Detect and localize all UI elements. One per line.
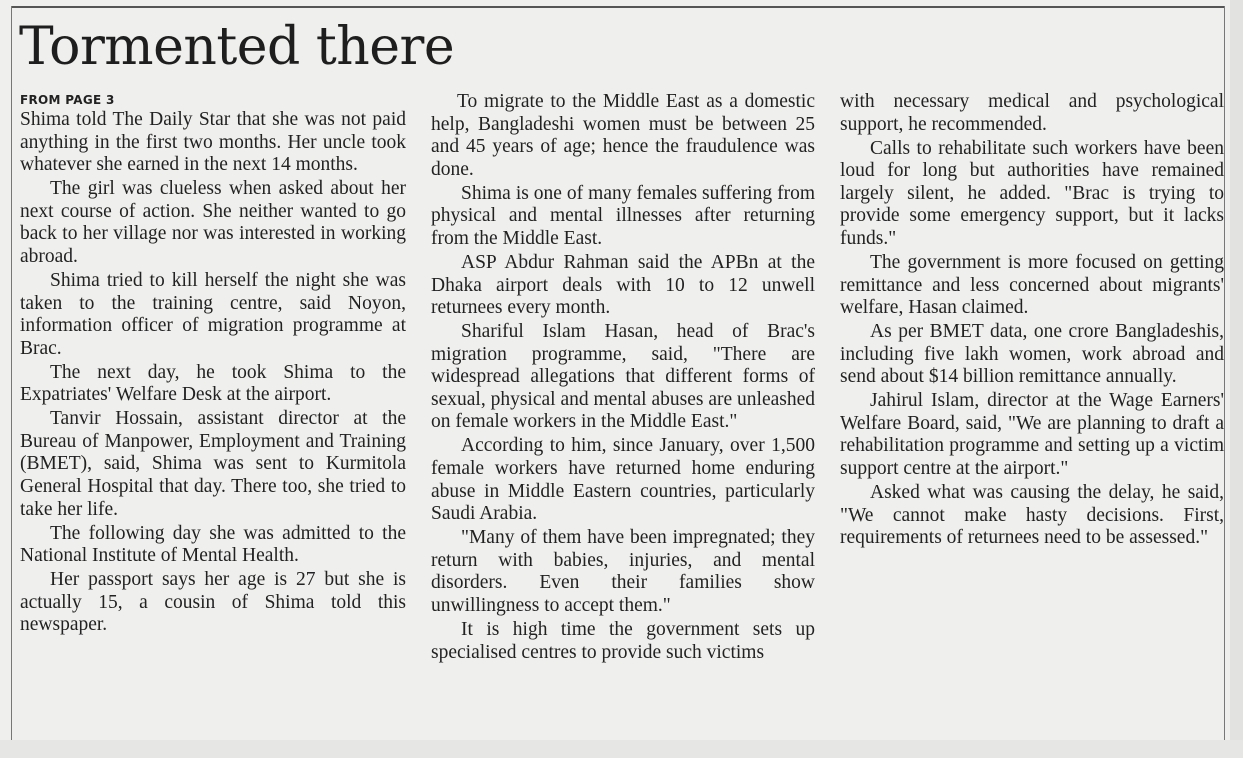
article-column-2 [431,91,815,666]
paragraph: Shima told The Daily Star that she was not paid anything in the first two months. Her uncle took whatever she earned in the next 14 months. [20,109,406,176]
page-edge-right [1230,0,1243,758]
paragraph: "Many of them have been impregnated; they return with babies, injuries, and mental disorders. Even their families show unwillingness to accept them." [431,527,815,617]
paragraph: The government is more focused on getting remittance and less concerned about migrants' welfare, Hasan claimed. [840,251,1224,319]
paragraph: with necessary medical and psychological support, he recommended. [840,91,1224,135]
article-headline: Tormented there [19,17,455,77]
paragraph: Shima tried to kill herself the night she was taken to the training centre, said Noyon, information officer of migration programme at Brac. [20,269,406,359]
paragraph: The girl was clueless when asked about her next course of action. She neither wanted to go back to her village nor was interested in working abroad. [20,178,406,267]
paragraph: The next day, he took Shima to the Expatriates' Welfare Desk at the airport. [20,361,406,406]
right-rule [1224,6,1225,740]
page-edge-bottom [0,740,1243,758]
paragraph: As per BMET data, one crore Bangladeshis, including five lakh women, work abroad and send about $14 billion remittance annually. [840,321,1224,388]
paragraph: Asked what was causing the delay, he said, "We cannot make hasty decisions. First, requirements of returnees need to be assessed." [840,482,1224,549]
paragraph: ASP Abdur Rahman said the APBn at the Dhaka airport deals with 10 to 12 unwell returnees every month. [431,251,815,319]
paragraph: The following day she was admitted to the National Institute of Mental Health. [20,522,406,567]
left-rule [11,6,12,740]
paragraph: Calls to rehabilitate such workers have been loud for long but authorities have remained largely silent, he added. "Brac is trying to provide some emergency support, but it lacks funds." [840,137,1224,249]
paragraph: It is high time the government sets up specialised centres to provide such victims [431,619,815,663]
top-rule [12,6,1224,8]
paragraph: According to him, since January, over 1,500 female workers have returned home enduring abuse in Middle Eastern countries, particularly Saudi Arabia. [431,435,815,525]
paragraph: Jahirul Islam, director at the Wage Earners' Welfare Board, said, "We are planning to draft a rehabilitation programme and setting up a victim support centre at the airport." [840,390,1224,480]
paragraph: Tanvir Hossain, assistant director at the Bureau of Manpower, Employment and Training (BMET), said, Shima was sent to Kurmitola General Hospital that day. There too, she tried to take her life. [20,408,406,520]
paragraph: Shima is one of many females suffering from physical and mental illnesses after returning from the Middle East. [431,182,815,249]
paragraph: Her passport says her age is 27 but she is actually 15, a cousin of Shima told this newspaper. [20,569,406,636]
article-column-1 [20,91,406,638]
paragraph: To migrate to the Middle East as a domestic help, Bangladeshi women must be between 25 and 45 years of age; hence the fraudulence was done. [431,91,815,180]
article-column-3 [840,91,1224,551]
paragraph: Shariful Islam Hasan, head of Brac's migration programme, said, "There are widespread allegations that different forms of sexual, physical and mental abuses are unleashed on female workers in the Middle East." [431,321,815,433]
jump-line: FROM PAGE 3 [20,93,115,107]
